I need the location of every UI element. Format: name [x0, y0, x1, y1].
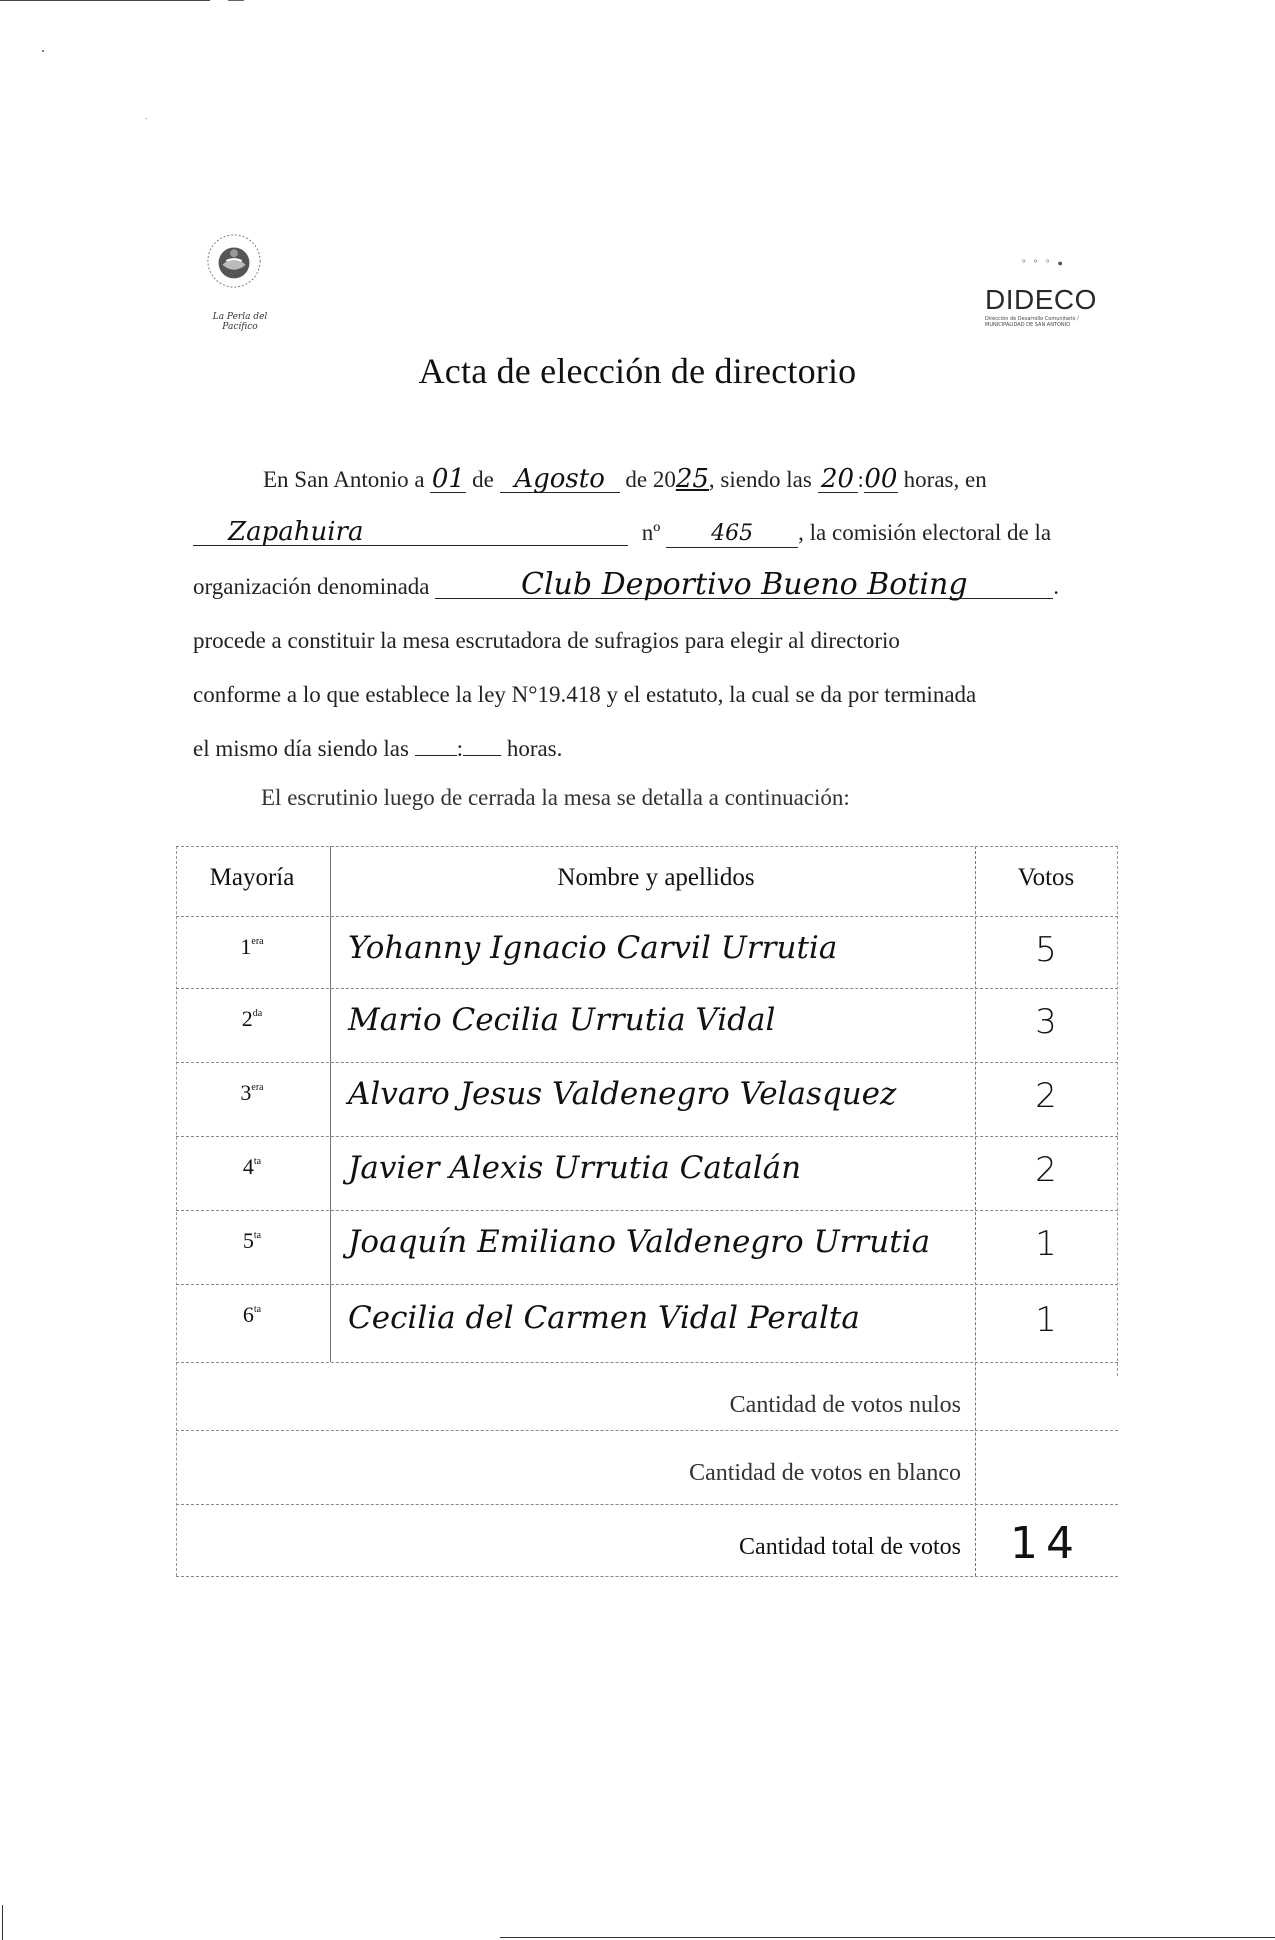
table-row: [176, 916, 1118, 988]
candidate-name: Cecilia del Carmen Vidal Peralta: [348, 1300, 860, 1336]
table-border: [176, 1576, 1118, 1577]
static-text: En San Antonio a: [263, 467, 425, 492]
candidate-name: Alvaro Jesus Valdenegro Velasquez: [348, 1076, 897, 1112]
rank-number: 4: [242, 1154, 254, 1179]
summary-row-total: [176, 1504, 1118, 1576]
scan-edge-line: [0, 0, 210, 1]
static-text: el mismo día siendo las: [193, 736, 409, 761]
table-row: [176, 1284, 1118, 1362]
rank-number: 6: [242, 1302, 254, 1327]
municipal-logo: [195, 232, 307, 342]
scan-speck: [42, 50, 44, 52]
scan-edge-line: [2, 1905, 3, 1940]
paragraph-line-5: conforme a lo que establece la ley N°19.418 y el estatuto, la cual se da por terminada: [193, 682, 977, 707]
scrutiny-intro: El escrutinio luego de cerrada la mesa se detalla a continuación:: [261, 785, 850, 810]
paragraph-line-3: [193, 560, 1059, 614]
rank-cell: [176, 1302, 328, 1328]
paragraph-line-1: [263, 452, 987, 507]
rank-suffix: era: [251, 936, 264, 947]
rank-suffix: ta: [253, 1304, 262, 1315]
candidate-name: Joaquín Emiliano Valdenegro Urrutia: [348, 1224, 931, 1260]
municipal-logo-text: La Perla del Pacífico: [212, 312, 268, 332]
minute-field[interactable]: 00: [864, 464, 898, 494]
static-text: , la comisión electoral de la: [798, 520, 1052, 545]
document-title: Acta de elección de directorio: [418, 351, 857, 391]
static-text: de: [472, 467, 494, 492]
static-text: :: [456, 736, 464, 761]
rank-number: 3: [240, 1080, 252, 1105]
dideco-brand: DIDECO: [985, 284, 1097, 315]
table-row: [176, 1062, 1118, 1136]
dideco-subtitle: Dirección de Desarrollo Comunitario / MUNICIPALIDAD DE SAN ANTONIO: [985, 316, 1079, 328]
header-majority: Mayoría: [209, 864, 295, 891]
dideco-logo: [982, 258, 1112, 333]
summary-row-null: [176, 1362, 1118, 1434]
candidate-name: Javier Alexis Urrutia Catalán: [348, 1150, 802, 1186]
summary-row-blank: [176, 1430, 1118, 1504]
street-field[interactable]: Zapahuira: [193, 519, 628, 546]
rank-suffix: ta: [253, 1230, 262, 1241]
candidate-votes: 2: [1035, 1150, 1057, 1190]
rank-cell: [176, 1080, 328, 1106]
paragraph-line-4: procede a constituir la mesa escrutadora de sufragios para elegir al directorio: [193, 628, 900, 653]
candidate-votes: 5: [1035, 930, 1057, 970]
rank-suffix: ta: [253, 1156, 262, 1167]
scan-speck: [146, 118, 147, 119]
rank-cell: [176, 1228, 328, 1254]
candidate-votes: 2: [1035, 1076, 1057, 1116]
hour-field[interactable]: 20: [818, 466, 858, 493]
scan-edge-dash: [228, 0, 244, 1]
static-text: nº: [641, 520, 661, 545]
static-text: :: [857, 467, 864, 492]
total-votes-label: Cantidad total de votos: [739, 1534, 961, 1560]
day-field[interactable]: 01: [431, 464, 465, 494]
candidate-votes: 3: [1035, 1002, 1057, 1042]
table-row: [176, 988, 1118, 1062]
organization-name-field[interactable]: Club Deportivo Bueno Boting: [435, 572, 1053, 599]
closing-hour-field[interactable]: [415, 755, 457, 756]
candidate-votes: 1: [1035, 1224, 1057, 1264]
null-votes-label: Cantidad de votos nulos: [729, 1392, 961, 1418]
rank-suffix: era: [251, 1082, 264, 1093]
candidate-name: Yohanny Ignacio Carvil Urrutia: [348, 930, 838, 966]
scan-edge-line: [500, 1937, 1275, 1938]
year-field[interactable]: 25: [675, 464, 709, 494]
rank-cell: [176, 1154, 328, 1180]
rank-number: 2: [241, 1006, 253, 1031]
total-votes-value: 14: [1010, 1518, 1082, 1569]
static-text: , siendo las: [708, 467, 812, 492]
static-text: horas.: [506, 736, 563, 761]
table-header-row: [176, 846, 1118, 916]
static-text: organización denominada: [193, 574, 430, 599]
rank-number: 5: [242, 1228, 254, 1253]
rank-number: 1: [240, 934, 252, 959]
table-row: [176, 1136, 1118, 1210]
rank-cell: [176, 1006, 328, 1032]
paragraph-line-6: [193, 722, 562, 776]
static-text: horas, en: [903, 467, 987, 492]
paragraph-line-2: [193, 506, 1051, 560]
rank-suffix: da: [252, 1008, 263, 1019]
rank-cell: [176, 934, 328, 960]
dideco-dots-icon: ° ° ° ●: [1022, 258, 1066, 268]
street-number-field[interactable]: 465: [666, 521, 798, 548]
header-votes: Votos: [1017, 864, 1075, 891]
blank-votes-label: Cantidad de votos en blanco: [689, 1460, 961, 1486]
static-text: de 20: [625, 467, 676, 492]
closing-minute-field[interactable]: [463, 755, 501, 756]
candidate-name: Mario Cecilia Urrutia Vidal: [348, 1002, 776, 1038]
table-row: [176, 1210, 1118, 1284]
header-name: Nombre y apellidos: [557, 864, 755, 891]
static-text: .: [1053, 574, 1060, 599]
month-field[interactable]: Agosto: [500, 466, 620, 493]
municipal-seal-icon: [205, 232, 263, 290]
candidate-votes: 1: [1035, 1300, 1057, 1340]
